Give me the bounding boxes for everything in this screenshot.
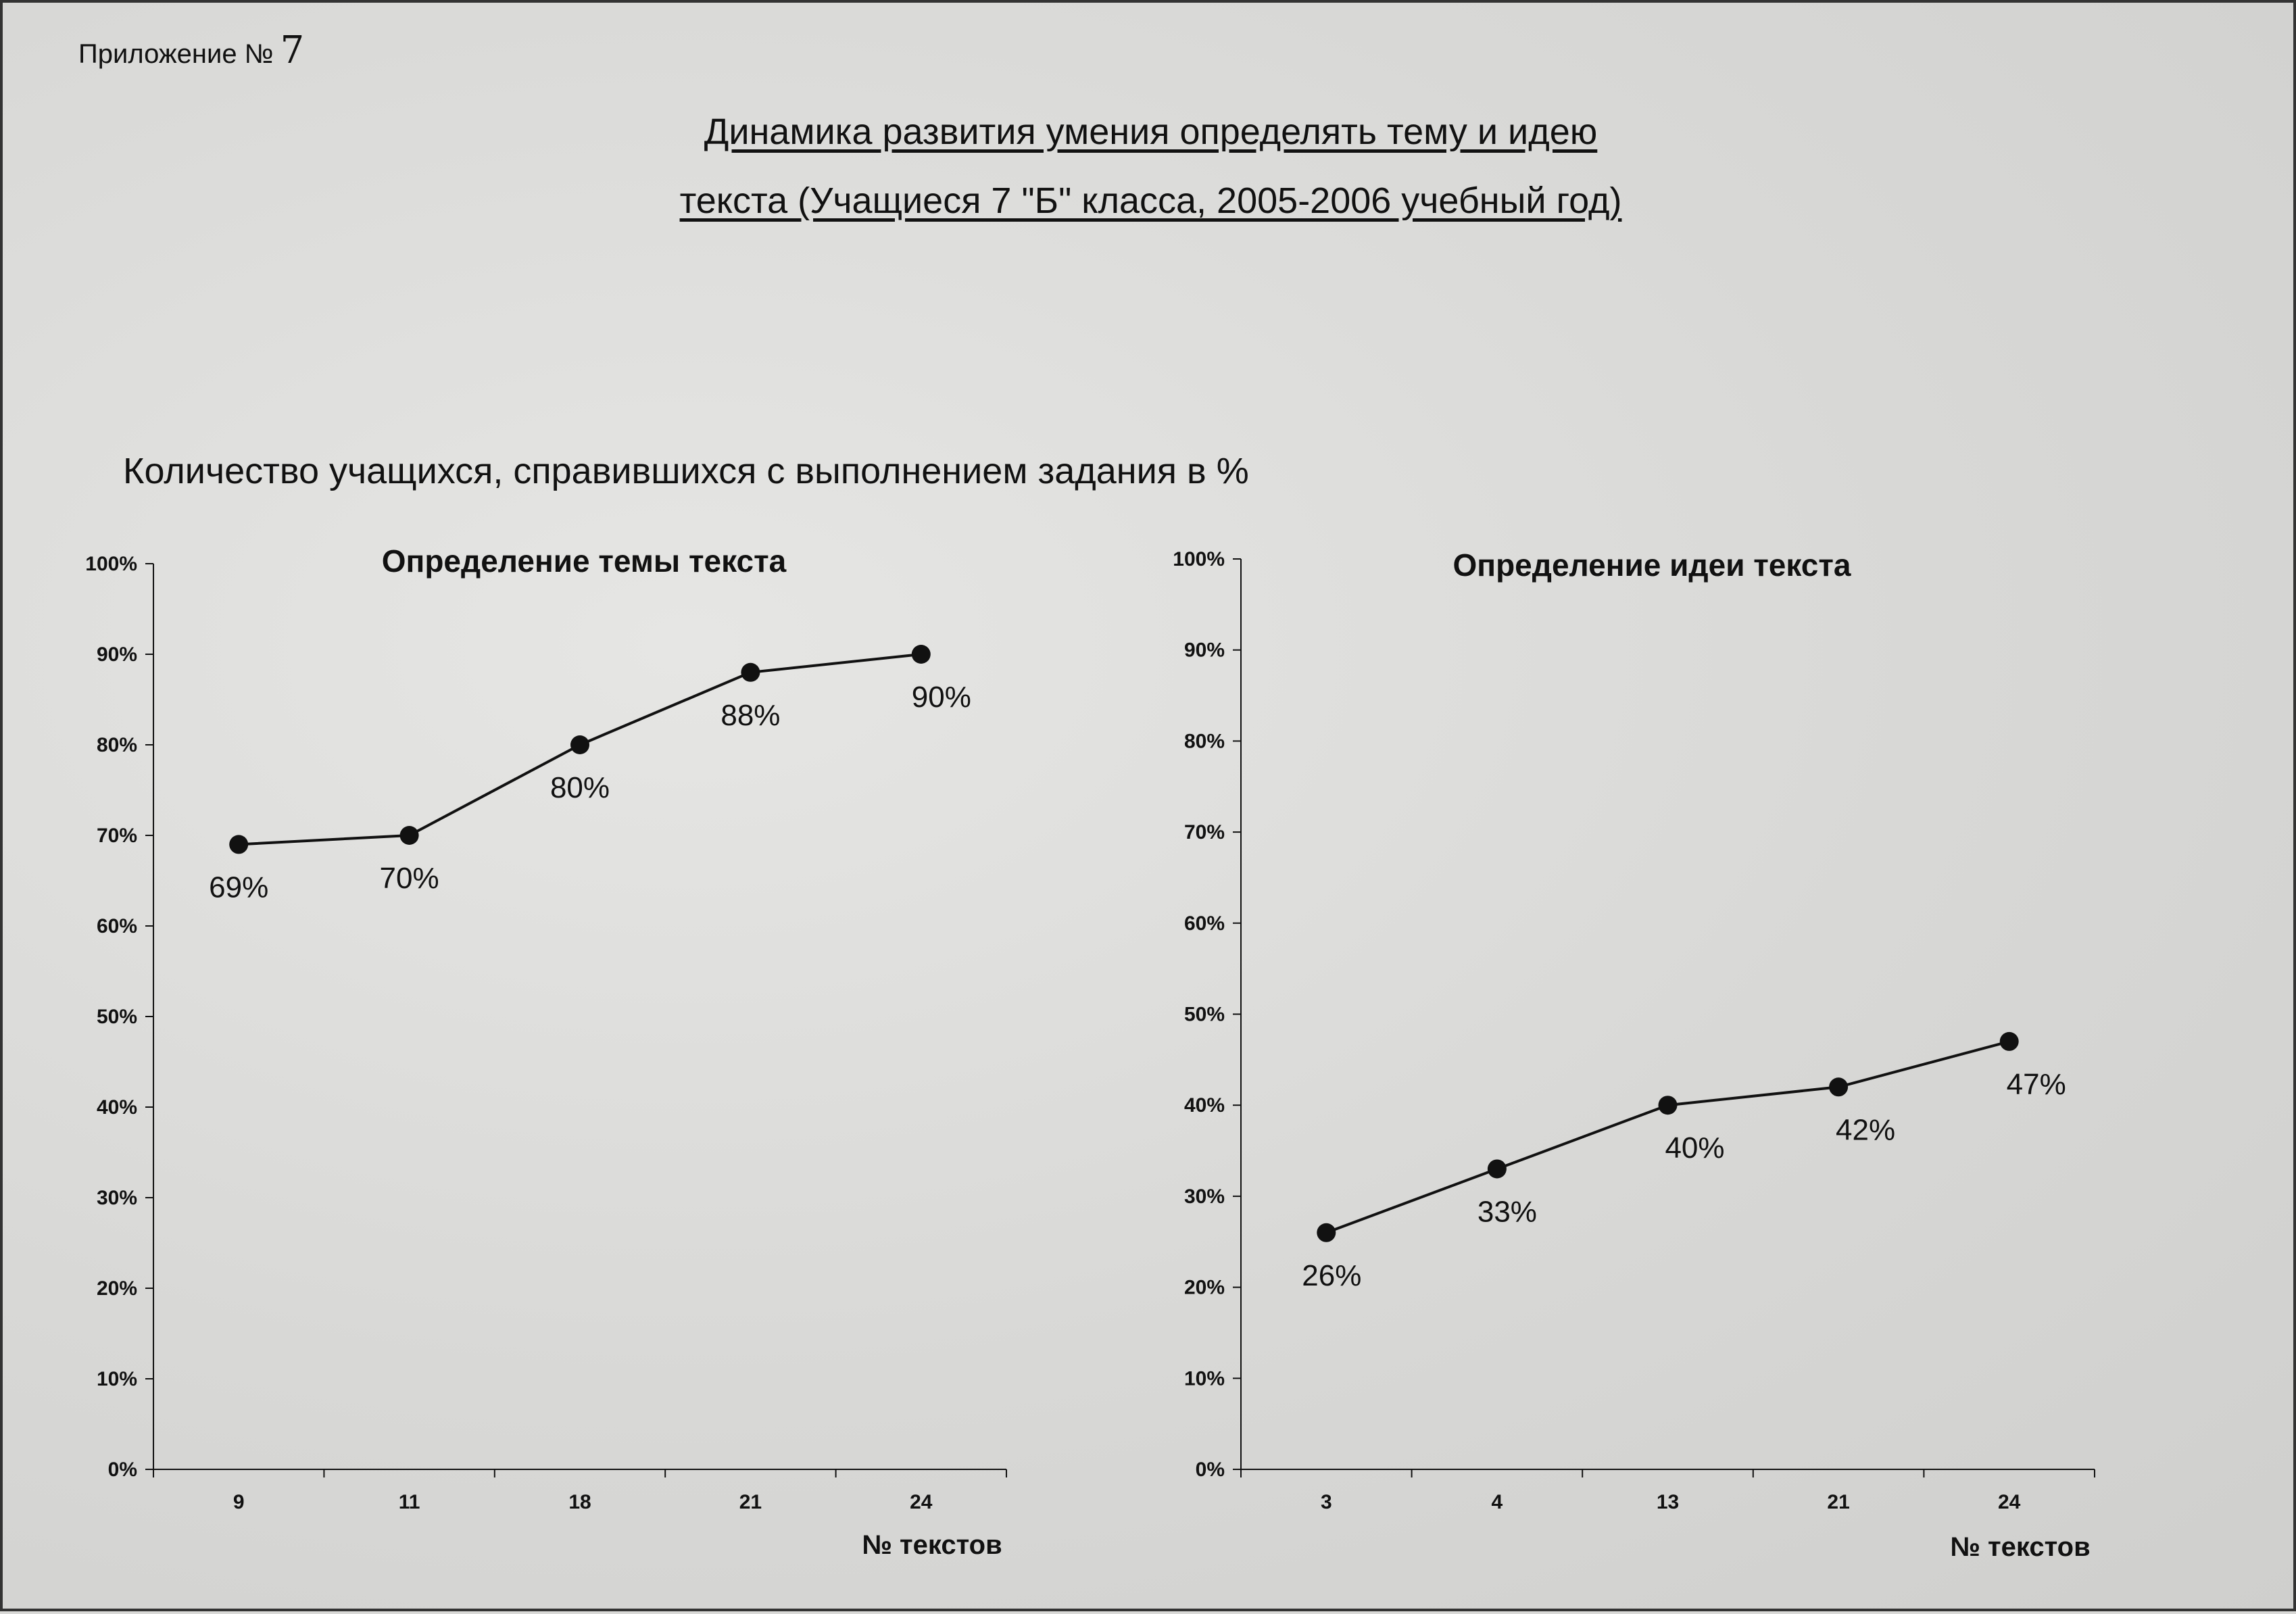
y-tick-label: 70% (1183, 821, 1225, 844)
data-point (1488, 1159, 1507, 1178)
data-label: 33% (1477, 1195, 1537, 1229)
y-tick-label: 30% (1183, 1185, 1225, 1208)
data-label: 69% (209, 871, 269, 904)
x-tick-label: 18 (568, 1491, 591, 1513)
x-tick-label: 24 (910, 1491, 933, 1513)
y-tick-label: 90% (96, 643, 137, 666)
data-point (1317, 1223, 1336, 1242)
data-label: 47% (2006, 1067, 2066, 1101)
data-label: 26% (1302, 1258, 1362, 1292)
chart-title: Определение темы текста (381, 543, 787, 579)
y-tick-label: 40% (1183, 1094, 1225, 1117)
x-tick-label: 13 (1656, 1491, 1680, 1513)
y-tick-label: 10% (1183, 1367, 1225, 1390)
x-tick-label: 21 (739, 1491, 762, 1513)
page-title-line-1: Динамика развития умения определять тему и идею (704, 112, 1598, 152)
data-point (1829, 1077, 1848, 1096)
y-tick-label: 40% (96, 1096, 137, 1119)
x-axis-title: № текстов (1950, 1532, 2091, 1562)
appendix-number: 7 (280, 28, 305, 72)
y-tick-label: 80% (1183, 730, 1225, 753)
data-label: 88% (720, 698, 781, 732)
chart-idea (3, 3, 2296, 1614)
appendix-text: Приложение № (78, 39, 274, 69)
x-tick-label: 21 (1827, 1491, 1850, 1513)
chart-title: Определение идеи текста (1452, 547, 1851, 583)
y-tick-label: 50% (1183, 1003, 1225, 1026)
y-tick-label: 100% (85, 553, 137, 575)
y-tick-label: 60% (96, 915, 137, 937)
x-tick-label: 3 (1320, 1491, 1332, 1513)
page-title-line-2: текста (Учащиеся 7 "Б" класса, 2005-2006 учебный год) (679, 180, 1622, 221)
data-point (1659, 1096, 1678, 1115)
y-tick-label: 90% (1183, 639, 1225, 662)
data-point (2000, 1032, 2019, 1051)
y-tick-label: 30% (96, 1187, 137, 1209)
x-axis-title: № текстов (862, 1530, 1002, 1560)
y-tick-label: 20% (96, 1277, 137, 1300)
data-label: 40% (1665, 1131, 1725, 1165)
y-tick-label: 100% (1173, 548, 1225, 570)
x-tick-label: 4 (1491, 1491, 1503, 1513)
x-tick-label: 11 (398, 1491, 420, 1513)
y-tick-label: 80% (96, 734, 137, 756)
y-tick-label: 60% (1183, 912, 1225, 935)
y-tick-label: 20% (1183, 1276, 1225, 1299)
x-tick-label: 24 (1998, 1491, 2021, 1513)
chart-subtitle: Количество учащихся, справившихся с выполнением задания в % (123, 451, 1249, 491)
data-label: 90% (911, 681, 971, 714)
data-label: 80% (549, 771, 610, 804)
y-tick-label: 10% (96, 1368, 137, 1390)
x-tick-label: 9 (233, 1491, 245, 1513)
data-label: 70% (379, 862, 439, 895)
y-tick-label: 0% (1195, 1459, 1225, 1481)
y-tick-label: 70% (96, 825, 137, 847)
data-label: 42% (1836, 1113, 1896, 1147)
y-tick-label: 0% (107, 1459, 137, 1481)
y-tick-label: 50% (96, 1006, 137, 1028)
